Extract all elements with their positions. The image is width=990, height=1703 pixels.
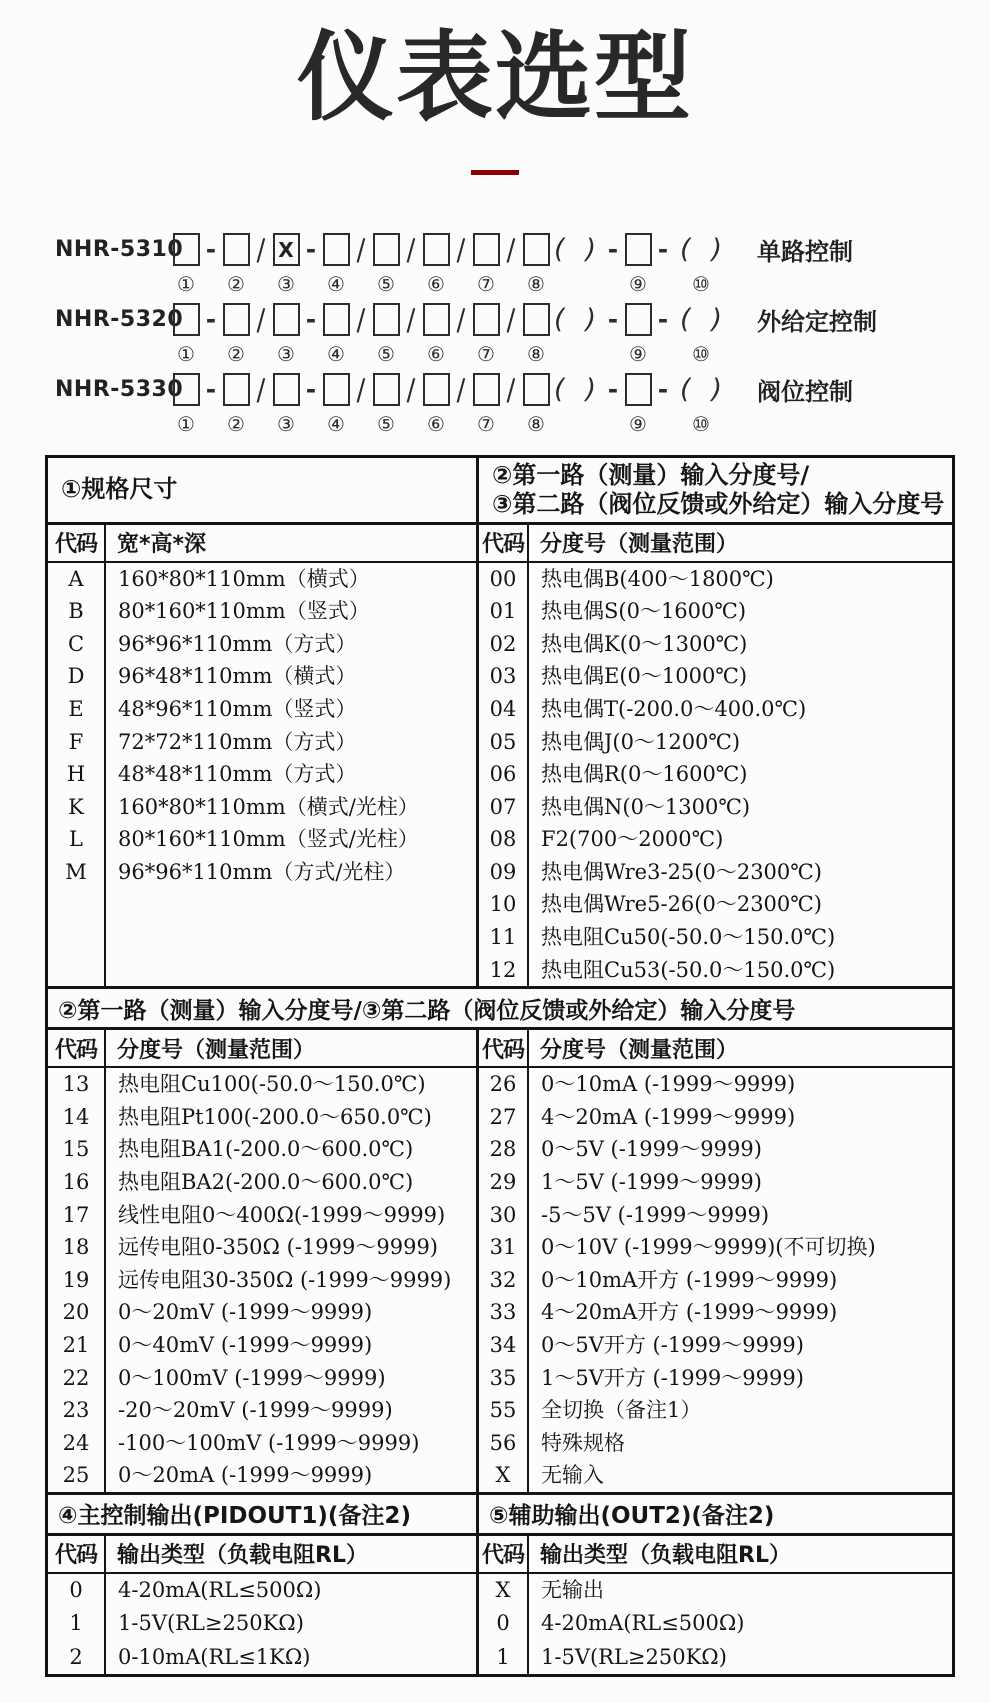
code-cell: 06 xyxy=(489,762,517,787)
value-cell: 热电偶N(0～1300℃) xyxy=(541,794,751,819)
title-text: ①规格尺寸 xyxy=(61,475,178,504)
value-cell: 4-20mA(RL≤500Ω) xyxy=(541,1611,745,1636)
column-headers xyxy=(48,1536,476,1574)
circled-number-1: ① xyxy=(177,271,195,296)
circled-number-7: ⑦ xyxy=(477,411,495,436)
code-cell: 19 xyxy=(62,1267,90,1292)
circled-number-2: ② xyxy=(227,271,245,296)
title-underline xyxy=(471,170,519,175)
value-cell: 热电偶E(0～1000℃) xyxy=(541,664,748,689)
dash-separator: - xyxy=(657,305,669,335)
circled-number-6: ⑥ xyxy=(427,271,445,296)
circled-number-6: ⑥ xyxy=(427,341,445,366)
section-1-left-title xyxy=(48,458,476,525)
code-cell: 33 xyxy=(489,1300,517,1325)
circled-number-9: ⑨ xyxy=(629,271,647,296)
format-box-5 xyxy=(373,373,400,406)
code-header-cell: 代码 xyxy=(48,1030,106,1066)
slash-separator: / xyxy=(356,302,366,337)
circled-number-9: ⑨ xyxy=(629,411,647,436)
code-header-cell: 代码 xyxy=(479,1030,529,1066)
code-cell: 22 xyxy=(62,1365,90,1390)
code-column xyxy=(479,563,529,987)
value-cell: 0～10mA (-1999～9999) xyxy=(541,1072,796,1097)
section-2-right xyxy=(479,1030,952,1492)
circled-number-4: ④ xyxy=(327,411,345,436)
value-cell: 热电偶B(400～1800℃) xyxy=(541,566,774,591)
paren-group xyxy=(549,304,601,335)
code-cell: 23 xyxy=(62,1398,90,1423)
format-box-2 xyxy=(223,233,250,266)
value-cell: 0～5V (-1999～9999) xyxy=(541,1137,762,1162)
code-cell: 31 xyxy=(489,1235,517,1260)
column-headers xyxy=(48,1030,476,1068)
page-title: 仪表选型 xyxy=(297,21,693,134)
value-cell: 160*80*110mm（横式） xyxy=(118,566,370,591)
circled-number-3: ③ xyxy=(277,341,295,366)
code-cell: 15 xyxy=(62,1137,90,1162)
value-cell: 0～20mA (-1999～9999) xyxy=(118,1463,373,1488)
paren-open: ( xyxy=(554,234,565,266)
value-cell: 热电偶Wre3-25(0～2300℃) xyxy=(541,859,822,884)
value-cell: 1-5V(RL≥250KΩ) xyxy=(118,1611,304,1636)
value-cell: 80*160*110mm（竖式/光柱） xyxy=(118,827,419,852)
value-cell: 热电偶S(0～1600℃) xyxy=(541,599,747,624)
circled-number-8: ⑧ xyxy=(527,271,545,296)
slash-separator: / xyxy=(506,302,516,337)
circled-number-5: ⑤ xyxy=(377,411,395,436)
format-box-5 xyxy=(373,303,400,336)
value-cell: 热电阻BA2(-200.0～600.0℃) xyxy=(118,1170,414,1195)
slash-separator: / xyxy=(456,372,466,407)
code-cell: X xyxy=(495,1463,511,1488)
dash-separator: - xyxy=(205,305,217,335)
column-headers xyxy=(479,1030,952,1068)
section-3-band xyxy=(48,1492,952,1536)
value-cell: 远传电阻30-350Ω (-1999～9999) xyxy=(118,1267,452,1292)
code-header-cell: 代码 xyxy=(479,525,529,561)
format-box-7 xyxy=(473,303,500,336)
code-cell: 35 xyxy=(489,1365,517,1390)
value-cell: 4-20mA(RL≤500Ω) xyxy=(118,1577,322,1602)
value-cell: 0～10mA开方 (-1999～9999) xyxy=(541,1267,838,1292)
value-cell: 72*72*110mm（方式） xyxy=(118,729,357,754)
dash-separator: - xyxy=(607,235,619,265)
dash-separator: - xyxy=(305,375,317,405)
value-cell: 热电偶Wre5-26(0～2300℃) xyxy=(541,892,822,917)
control-type-label: 单路控制 xyxy=(757,238,853,267)
slash-separator: / xyxy=(256,232,266,267)
data-area xyxy=(48,563,476,987)
paren-close: ) xyxy=(711,304,722,336)
value-column xyxy=(529,1068,952,1492)
format-box-1 xyxy=(173,373,200,406)
code-cell: 0 xyxy=(69,1577,83,1602)
value-column xyxy=(529,563,952,987)
value-cell: 0～5V开方 (-1999～9999) xyxy=(541,1333,804,1358)
title-line-1: ②第一路（测量）输入分度号/ xyxy=(492,461,810,490)
code-cell: 25 xyxy=(62,1463,90,1488)
section-3-right-title: ⑤辅助输出(OUT2)(备注2) xyxy=(489,1503,775,1530)
value-cell: 无输出 xyxy=(541,1577,604,1602)
code-cell: K xyxy=(68,794,84,819)
value-cell: 1～5V开方 (-1999～9999) xyxy=(541,1365,804,1390)
value-cell: 0～40mV (-1999～9999) xyxy=(118,1333,373,1358)
slash-separator: / xyxy=(406,232,416,267)
data-area xyxy=(479,1574,952,1675)
model-name: NHR-5320 xyxy=(55,307,184,333)
code-cell: 29 xyxy=(489,1170,517,1195)
value-cell: 热电偶J(0～1200℃) xyxy=(541,729,741,754)
value-cell: 96*48*110mm（横式） xyxy=(118,664,357,689)
section-3-right xyxy=(479,1536,952,1675)
section-3-left-title: ④主控制输出(PIDOUT1)(备注2) xyxy=(48,1495,479,1533)
section-2-band: ②第一路（测量）输入分度号/③第二路（阀位反馈或外给定）输入分度号 xyxy=(48,986,952,1030)
circled-number-row xyxy=(55,409,990,439)
code-cell: 28 xyxy=(489,1137,517,1162)
paren-close: ) xyxy=(585,304,596,336)
code-cell: 56 xyxy=(489,1430,517,1455)
code-cell: 13 xyxy=(62,1072,90,1097)
code-cell: 16 xyxy=(62,1170,90,1195)
format-box-1 xyxy=(173,303,200,336)
column-headers xyxy=(48,525,476,563)
data-area xyxy=(48,1068,476,1492)
code-cell: M xyxy=(65,859,87,884)
column-headers xyxy=(479,1536,952,1574)
code-header-cell: 代码 xyxy=(48,525,106,561)
format-box-3 xyxy=(273,373,300,406)
code-cell: H xyxy=(66,762,86,787)
value-cell: 热电阻Cu53(-50.0～150.0℃) xyxy=(541,957,836,982)
value-cell: 0～100mV (-1999～9999) xyxy=(118,1365,386,1390)
circled-number-1: ① xyxy=(177,411,195,436)
value-cell: -5～5V (-1999～9999) xyxy=(541,1202,770,1227)
code-column xyxy=(479,1068,529,1492)
value-cell: 特殊规格 xyxy=(541,1430,625,1455)
code-cell: X xyxy=(495,1577,511,1602)
circled-number-7: ⑦ xyxy=(477,271,495,296)
value-header-cell: 输出类型（负载电阻RL） xyxy=(540,1543,791,1569)
paren-group xyxy=(675,304,727,335)
format-box-8 xyxy=(523,373,550,406)
code-cell: 14 xyxy=(62,1104,90,1129)
format-box-4 xyxy=(323,373,350,406)
code-column xyxy=(479,1574,529,1675)
code-column xyxy=(48,1574,106,1675)
value-cell: -100～100mV (-1999～9999) xyxy=(118,1430,420,1455)
slash-separator: / xyxy=(406,302,416,337)
circled-number-10: ⑩ xyxy=(692,271,710,296)
value-cell: 80*160*110mm（竖式） xyxy=(118,599,370,624)
paren-group xyxy=(549,234,601,265)
dash-separator: - xyxy=(305,305,317,335)
slash-separator: / xyxy=(356,232,366,267)
model-format-row xyxy=(55,301,990,339)
code-cell: 1 xyxy=(69,1611,83,1636)
model-format-row xyxy=(55,231,990,269)
code-cell: A xyxy=(68,566,84,591)
model-name: NHR-5330 xyxy=(55,377,184,403)
paren-close: ) xyxy=(711,234,722,266)
circled-number-3: ③ xyxy=(277,411,295,436)
column-headers xyxy=(479,525,952,563)
format-box-2 xyxy=(223,303,250,336)
section-2 xyxy=(48,1030,952,1492)
value-cell: 热电偶R(0～1600℃) xyxy=(541,762,748,787)
circled-number-4: ④ xyxy=(327,341,345,366)
paren-open: ( xyxy=(554,304,565,336)
paren-open: ( xyxy=(680,304,691,336)
value-header-cell: 分度号（测量范围） xyxy=(540,1037,739,1063)
format-box-3 xyxy=(273,303,300,336)
code-cell: 09 xyxy=(489,859,517,884)
value-cell: 48*48*110mm（方式） xyxy=(118,762,357,787)
code-cell: 27 xyxy=(489,1104,517,1129)
code-cell: 07 xyxy=(489,794,517,819)
format-box-6 xyxy=(423,373,450,406)
paren-open: ( xyxy=(680,234,691,266)
circled-number-9: ⑨ xyxy=(629,341,647,366)
paren-group xyxy=(675,374,727,405)
control-type-label: 阀位控制 xyxy=(757,378,853,407)
code-cell: 18 xyxy=(62,1235,90,1260)
value-column xyxy=(529,1574,952,1675)
section-3 xyxy=(48,1536,952,1675)
section-1 xyxy=(48,458,952,987)
value-cell: 全切换（备注1） xyxy=(541,1398,702,1423)
code-cell: 02 xyxy=(489,631,517,656)
code-cell: 55 xyxy=(489,1398,517,1423)
section-2-left xyxy=(48,1030,479,1492)
model-diagram xyxy=(55,371,990,439)
value-header-cell: 分度号（测量范围） xyxy=(540,532,739,558)
value-cell: 4～20mA开方 (-1999～9999) xyxy=(541,1300,838,1325)
value-cell: 160*80*110mm（横式/光柱） xyxy=(118,794,419,819)
format-box-8 xyxy=(523,303,550,336)
format-box-3: X xyxy=(273,233,300,266)
circled-number-10: ⑩ xyxy=(692,411,710,436)
circled-number-7: ⑦ xyxy=(477,341,495,366)
code-cell: 01 xyxy=(489,599,517,624)
circled-number-2: ② xyxy=(227,341,245,366)
circled-number-5: ⑤ xyxy=(377,341,395,366)
value-column xyxy=(106,1574,476,1675)
slash-separator: / xyxy=(506,372,516,407)
code-column xyxy=(48,563,106,987)
code-cell: 11 xyxy=(489,925,517,950)
dash-separator: - xyxy=(205,375,217,405)
circled-number-5: ⑤ xyxy=(377,271,395,296)
slash-separator: / xyxy=(456,302,466,337)
data-area xyxy=(479,1068,952,1492)
code-cell: 32 xyxy=(489,1267,517,1292)
code-cell: 10 xyxy=(489,892,517,917)
value-cell: 无输入 xyxy=(541,1463,604,1488)
dash-separator: - xyxy=(607,305,619,335)
code-cell: 04 xyxy=(489,696,517,721)
format-box-9 xyxy=(625,373,652,406)
circled-number-8: ⑧ xyxy=(527,411,545,436)
value-cell: 0～20mV (-1999～9999) xyxy=(118,1300,373,1325)
slash-separator: / xyxy=(456,232,466,267)
circled-number-row xyxy=(55,269,990,299)
code-cell: 2 xyxy=(69,1644,83,1669)
format-box-5 xyxy=(373,233,400,266)
code-cell: 34 xyxy=(489,1333,517,1358)
value-cell: 96*96*110mm（方式） xyxy=(118,631,357,656)
model-name: NHR-5310 xyxy=(55,237,184,263)
code-cell: 20 xyxy=(62,1300,90,1325)
code-header-cell: 代码 xyxy=(48,1536,106,1572)
code-cell: 17 xyxy=(62,1202,90,1227)
circled-number-8: ⑧ xyxy=(527,341,545,366)
dash-separator: - xyxy=(205,235,217,265)
code-cell: 00 xyxy=(489,566,517,591)
code-cell: 05 xyxy=(489,729,517,754)
format-box-1 xyxy=(173,233,200,266)
value-header-cell: 分度号（测量范围） xyxy=(117,1037,316,1063)
value-column xyxy=(106,563,476,987)
title-line-2: ③第二路（阀位反馈或外给定）输入分度号 xyxy=(492,489,945,518)
value-cell: 1-5V(RL≥250KΩ) xyxy=(541,1644,727,1669)
code-cell: 24 xyxy=(62,1430,90,1455)
paren-close: ) xyxy=(585,374,596,406)
code-cell: 12 xyxy=(489,957,517,982)
value-header-cell: 宽*高*深 xyxy=(117,532,207,558)
section-1-right-title xyxy=(479,458,952,525)
format-box-6 xyxy=(423,303,450,336)
model-format-row xyxy=(55,371,990,409)
value-cell: 1～5V (-1999～9999) xyxy=(541,1170,762,1195)
format-box-6 xyxy=(423,233,450,266)
code-cell: B xyxy=(68,599,84,624)
circled-number-2: ② xyxy=(227,411,245,436)
value-cell: 96*96*110mm（方式/光柱） xyxy=(118,859,406,884)
selection-table xyxy=(45,455,955,1678)
code-cell: C xyxy=(67,631,85,656)
value-cell: 远传电阻0-350Ω (-1999～9999) xyxy=(118,1235,438,1260)
code-cell: D xyxy=(67,664,85,689)
control-type-label: 外给定控制 xyxy=(757,308,877,337)
code-cell: 1 xyxy=(496,1644,510,1669)
section-1-right xyxy=(479,458,952,987)
format-box-9 xyxy=(625,233,652,266)
dash-separator: - xyxy=(607,375,619,405)
model-diagram xyxy=(55,301,990,369)
dash-separator: - xyxy=(305,235,317,265)
paren-close: ) xyxy=(711,374,722,406)
circled-number-6: ⑥ xyxy=(427,411,445,436)
slash-separator: / xyxy=(256,302,266,337)
format-box-2 xyxy=(223,373,250,406)
model-diagram xyxy=(55,231,990,299)
value-cell: F2(700～2000℃) xyxy=(541,827,724,852)
format-box-9 xyxy=(625,303,652,336)
code-cell: 03 xyxy=(489,664,517,689)
value-header-cell: 输出类型（负载电阻RL） xyxy=(117,1543,368,1569)
slash-separator: / xyxy=(256,372,266,407)
slash-separator: / xyxy=(356,372,366,407)
circled-number-10: ⑩ xyxy=(692,341,710,366)
section-3-left xyxy=(48,1536,479,1675)
format-box-8 xyxy=(523,233,550,266)
slash-separator: / xyxy=(506,232,516,267)
value-cell: 0-10mA(RL≤1KΩ) xyxy=(118,1644,311,1669)
code-cell: F xyxy=(68,729,84,754)
paren-close: ) xyxy=(585,234,596,266)
value-cell: 热电阻Cu50(-50.0～150.0℃) xyxy=(541,925,836,950)
slash-separator: / xyxy=(406,372,416,407)
value-column xyxy=(106,1068,476,1492)
code-cell: 0 xyxy=(496,1611,510,1636)
data-area xyxy=(479,563,952,987)
code-cell: 26 xyxy=(489,1072,517,1097)
circled-number-3: ③ xyxy=(277,271,295,296)
paren-open: ( xyxy=(680,374,691,406)
code-cell: L xyxy=(69,827,83,852)
paren-group xyxy=(675,234,727,265)
code-cell: 30 xyxy=(489,1202,517,1227)
value-cell: 0～10V (-1999～9999)(不可切换) xyxy=(541,1235,876,1260)
section-1-left xyxy=(48,458,479,987)
value-cell: -20～20mV (-1999～9999) xyxy=(118,1398,393,1423)
code-cell: 21 xyxy=(62,1333,90,1358)
value-cell: 热电偶T(-200.0～400.0℃) xyxy=(541,696,807,721)
circled-number-row xyxy=(55,339,990,369)
value-cell: 热电偶K(0～1300℃) xyxy=(541,631,748,656)
value-cell: 线性电阻0～400Ω(-1999～9999) xyxy=(118,1202,446,1227)
paren-open: ( xyxy=(554,374,565,406)
data-area xyxy=(48,1574,476,1675)
value-cell: 48*96*110mm（竖式） xyxy=(118,696,357,721)
model-format-diagrams xyxy=(55,231,990,439)
value-cell: 热电阻BA1(-200.0～600.0℃) xyxy=(118,1137,414,1162)
dash-separator: - xyxy=(657,235,669,265)
code-column xyxy=(48,1068,106,1492)
value-cell: 热电阻Cu100(-50.0～150.0℃) xyxy=(118,1072,426,1097)
format-box-4 xyxy=(323,233,350,266)
format-box-7 xyxy=(473,233,500,266)
value-cell: 4～20mA (-1999～9999) xyxy=(541,1104,796,1129)
code-header-cell: 代码 xyxy=(479,1536,529,1572)
format-box-7 xyxy=(473,373,500,406)
code-cell: E xyxy=(68,696,84,721)
value-cell: 热电阻Pt100(-200.0～650.0℃) xyxy=(118,1104,432,1129)
circled-number-4: ④ xyxy=(327,271,345,296)
paren-group xyxy=(549,374,601,405)
dash-separator: - xyxy=(657,375,669,405)
code-cell: 08 xyxy=(489,827,517,852)
circled-number-1: ① xyxy=(177,341,195,366)
format-box-4 xyxy=(323,303,350,336)
